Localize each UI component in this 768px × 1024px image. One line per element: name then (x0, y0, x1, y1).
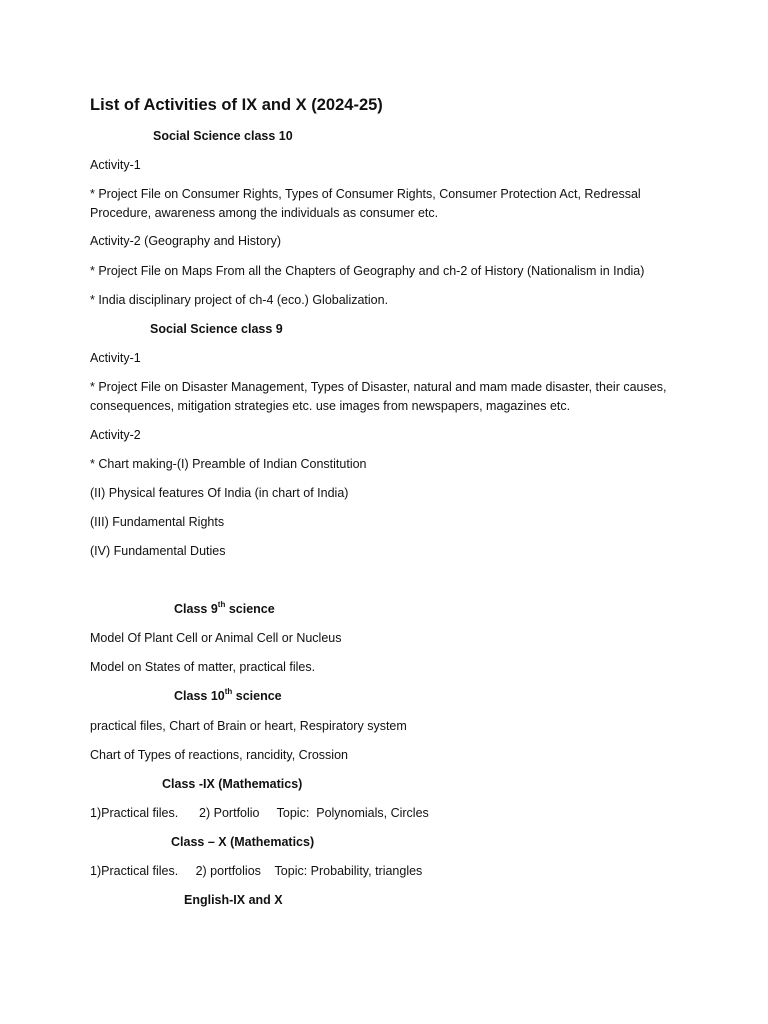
sci9-heading-text: Class 9 (174, 602, 218, 616)
sci10-heading (174, 687, 768, 706)
ss10-activity1-label: Activity-1 (90, 158, 141, 172)
ss9-activity2-label: Activity-2 (90, 428, 141, 442)
ss9-activity1-item: * Project File on Disaster Management, Types of Disaster, natural and mam made disaster, their causes, consequences, mitigation strategies etc. use images from newspapers, magazines etc. (90, 380, 667, 413)
sci9-heading-suffix: science (225, 602, 275, 616)
ss9-activity2-item: (II) Physical features Of India (in chart of India) (90, 486, 349, 500)
sci10-heading-text: Class 10 (174, 689, 225, 703)
ss10-activity2-label: Activity-2 (Geography and History) (90, 234, 282, 248)
ss9-activity2-item: (III) Fundamental Rights (90, 515, 225, 529)
sci9-item: Model Of Plant Cell or Animal Cell or Nucleus (90, 631, 342, 645)
sci9-heading (174, 600, 768, 619)
math9-heading: Class -IX (Mathematics) (162, 777, 303, 791)
sci10-heading-suffix: science (232, 689, 282, 703)
document-title: List of Activities of IX and X (2024-25) (90, 96, 383, 114)
sci9-heading-sup: th (217, 599, 226, 609)
ss9-activity2-item: (IV) Fundamental Duties (90, 544, 226, 558)
ss9-heading: Social Science class 9 (150, 322, 283, 336)
ss10-activity2-item2: * India disciplinary project of ch-4 (eco.) Globalization. (90, 293, 389, 307)
math9-item: 1)Practical files. 2) Portfolio Topic: Polynomials, Circles (90, 806, 429, 820)
sci10-item: Chart of Types of reactions, rancidity, Crossion (90, 748, 348, 762)
ss9-activity2-item: * Chart making-(I) Preamble of Indian Constitution (90, 457, 367, 471)
ss10-activity1-item: * Project File on Consumer Rights, Types of Consumer Rights, Consumer Protection Act, Redressal Procedure, awareness among the individuals as consumer etc. (90, 187, 641, 220)
sci9-item: Model on States of matter, practical files. (90, 660, 316, 674)
math10-heading: Class – X (Mathematics) (171, 835, 315, 849)
sci10-item: practical files, Chart of Brain or heart, Respiratory system (90, 719, 407, 733)
english-heading: English-IX and X (184, 893, 283, 907)
math10-item: 1)Practical files. 2) portfolios Topic: Probability, triangles (90, 864, 423, 878)
ss9-activity1-label: Activity-1 (90, 351, 141, 365)
sci10-heading-sup: th (224, 686, 233, 696)
ss10-heading: Social Science class 10 (153, 129, 293, 143)
ss10-activity2-item1: * Project File on Maps From all the Chapters of Geography and ch-2 of History (Nationalism in India) (90, 264, 645, 278)
